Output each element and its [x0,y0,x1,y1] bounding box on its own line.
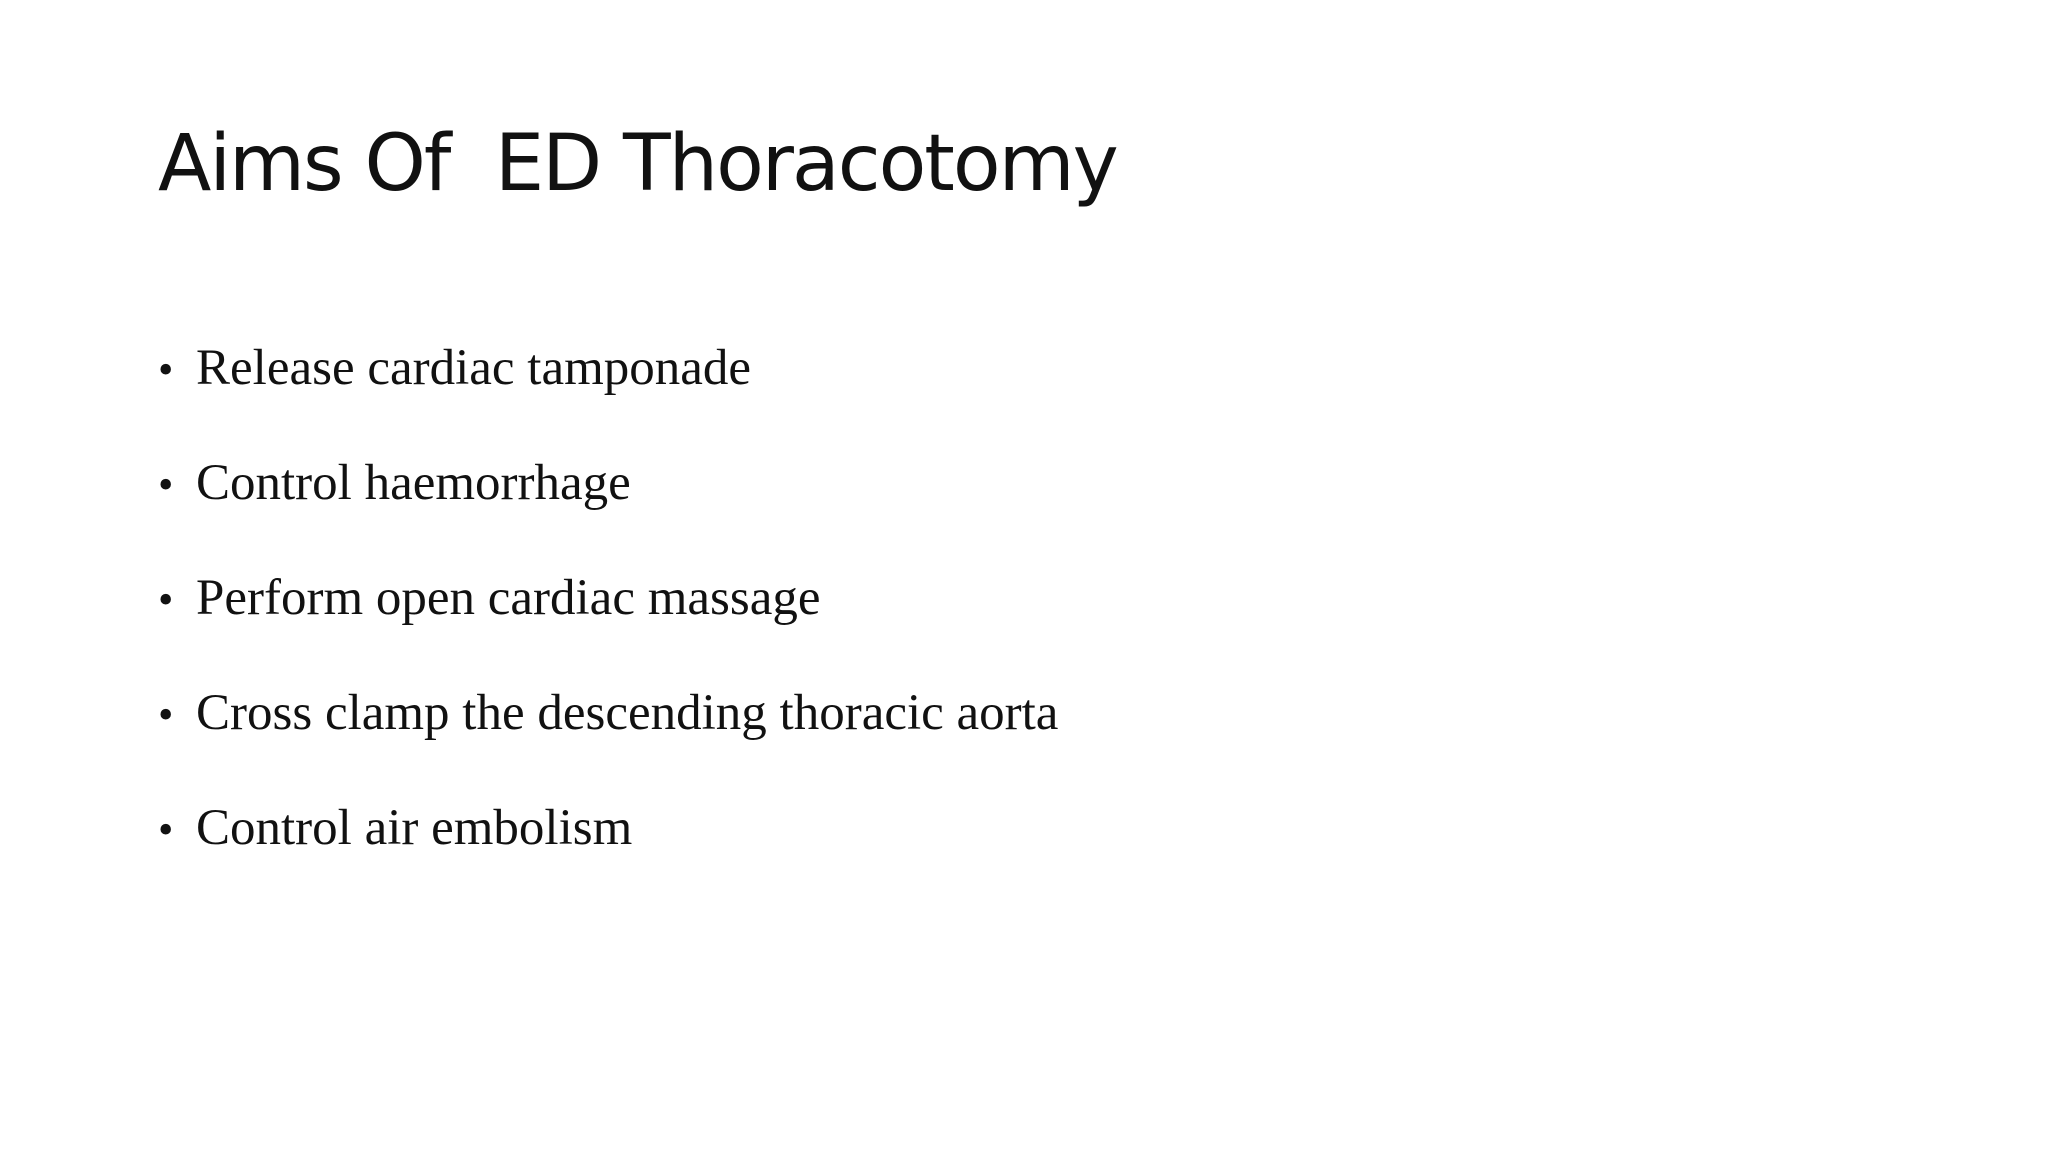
slide-title: Aims Of ED Thoracotomy [158,119,1117,209]
list-item [158,338,1058,453]
bullet-text: Control air embolism [196,800,633,856]
bullet-icon: • [158,805,174,854]
bullet-text: Release cardiac tamponade [196,340,752,396]
bullet-icon: • [158,345,174,394]
bullet-icon: • [158,460,174,509]
list-item [158,568,1058,683]
bullet-list [158,338,1058,913]
bullet-text: Control haemorrhage [196,455,631,511]
list-item [158,453,1058,568]
list-item [158,683,1058,798]
bullet-text: Perform open cardiac massage [196,570,821,626]
bullet-icon: • [158,575,174,624]
bullet-text: Cross clamp the descending thoracic aorta [196,685,1059,741]
list-item [158,798,1058,913]
bullet-icon: • [158,690,174,739]
